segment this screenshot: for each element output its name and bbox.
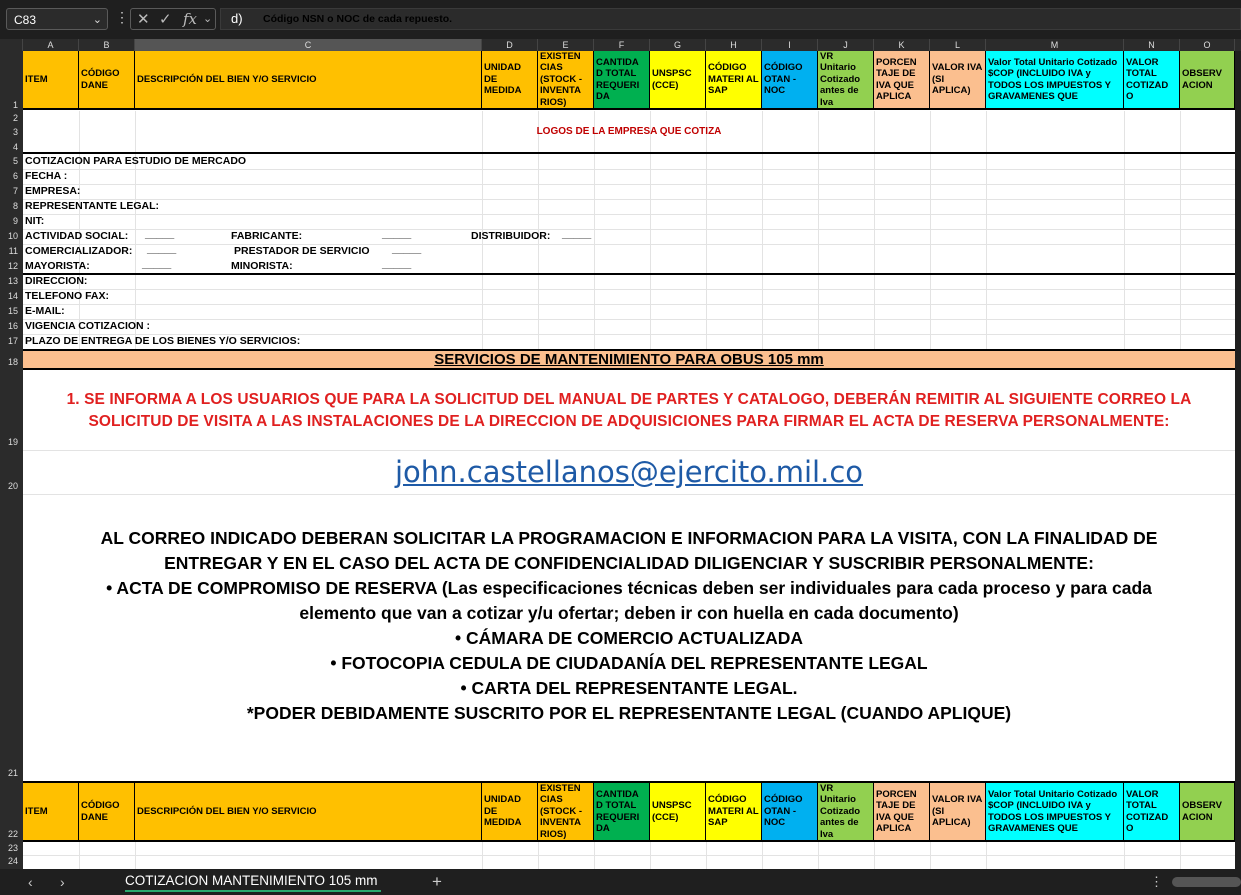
notice-line: SOLICITUD DE VISITA A LAS INSTALACIONES DE LA DIRECCION DE ADQUISICIONES PARA FIRMAR EL ACTA DE RESERVA PERSONALMENTE: [88,413,1170,430]
col-header-l[interactable]: L [930,39,986,51]
horizontal-scrollbar[interactable] [1172,877,1241,887]
blank-line: _____ [382,228,412,240]
minorista-label: MINORISTA: [231,260,293,272]
header-item[interactable]: ITEM [23,783,79,842]
header-valor-total-unitario[interactable]: Valor Total Unitario Cotizado $COP (INCLUIDO IVA y TODOS LOS IMPUESTOS Y GRAVAMENES QUE [986,783,1124,842]
table-header-row [23,51,1235,110]
chevron-left-icon[interactable]: ‹ [28,874,33,890]
col-header-o[interactable]: O [1180,39,1235,51]
row-header[interactable]: 12 [7,261,18,271]
col-header-e[interactable]: E [538,39,594,51]
header-vr-unitario[interactable]: VR Unitario Cotizado antes de Iva [818,783,874,842]
header-valor-iva[interactable]: VALOR IVA (SI APLICA) [930,51,986,110]
prestador-label: PRESTADOR DE SERVICIO [234,245,370,257]
header-vr-unitario[interactable]: VR Unitario Cotizado antes de Iva [818,51,874,110]
header-unspsc[interactable]: UNSPSC (CCE) [650,51,706,110]
more-options-icon[interactable]: ⋮ [1150,874,1163,889]
instructions-block[interactable] [23,526,1235,726]
formula-bar-area [0,0,1241,38]
row-header[interactable]: 16 [7,321,18,331]
row-header[interactable]: 21 [7,768,18,778]
instruction-line: *PODER DEBIDAMENTE SUSCRITO POR EL REPRESENTANTE LEGAL (CUANDO APLIQUE) [246,703,1012,723]
name-box[interactable] [6,8,108,30]
row-header[interactable]: 17 [7,336,18,346]
instruction-line: • CÁMARA DE COMERCIO ACTUALIZADA [454,628,803,648]
col-header-k[interactable]: K [874,39,930,51]
header-cantidad[interactable]: CANTIDA D TOTAL REQUERI DA [594,783,650,842]
header-existencias[interactable]: EXISTEN CIAS (STOCK - INVENTA RIOS) [538,783,594,842]
more-options-icon[interactable]: ⋮ [115,9,129,25]
column-headers [0,39,1241,51]
header-valor-iva[interactable]: VALOR IVA (SI APLICA) [930,783,986,842]
instruction-line: AL CORREO INDICADO DEBERAN SOLICITAR LA PROGRAMACION E INFORMACION PARA LA VISITA, CON LA FINALIDAD DE [100,528,1158,548]
header-cantidad[interactable]: CANTIDA D TOTAL REQUERI DA [594,51,650,110]
header-valor-total[interactable]: VALOR TOTAL COTIZAD O [1124,51,1180,110]
blank-line: _____ [382,258,412,270]
fabricante-label: FABRICANTE: [231,230,303,242]
col-header-d[interactable]: D [482,39,538,51]
header-descripcion[interactable]: DESCRIPCIÓN DEL BIEN Y/O SERVICIO [135,783,482,842]
mayorista-label: MAYORISTA: [25,260,90,272]
fecha-label: FECHA : [25,170,68,182]
header-codigo-sap[interactable]: CÓDIGO MATERI AL SAP [706,783,762,842]
row-header[interactable]: 8 [12,201,18,211]
name-box-value: C83 [14,13,37,27]
chevron-down-icon[interactable]: ⌄ [203,13,213,25]
row-header[interactable]: 23 [7,843,18,853]
table-header-row-repeat [23,781,1235,842]
row-header[interactable]: 10 [7,231,18,241]
email-link[interactable]: john.castellanos@ejercito.mil.co [394,455,864,489]
row-header[interactable]: 1 [12,100,18,110]
header-valor-total[interactable]: VALOR TOTAL COTIZAD O [1124,783,1180,842]
row-header[interactable]: 4 [12,142,18,152]
header-porcentaje[interactable]: PORCEN TAJE DE IVA QUE APLICA [874,51,930,110]
row-header[interactable]: 3 [12,127,18,137]
plazo-label: PLAZO DE ENTREGA DE LOS BIENES Y/O SERVICIOS: [25,335,301,347]
header-observacion[interactable]: OBSERV ACION [1180,783,1235,842]
header-descripcion[interactable]: DESCRIPCIÓN DEL BIEN Y/O SERVICIO [135,51,482,110]
row-header[interactable]: 20 [7,481,18,491]
instruction-line: ENTREGAR Y EN EL CASO DEL ACTA DE CONFIDENCIALIDAD DILIGENCIAR Y SUSCRIBIR PERSONALMENTE: [164,553,1094,573]
col-header-h[interactable]: H [706,39,762,51]
row-header[interactable]: 18 [7,357,18,367]
col-header-b[interactable]: B [79,39,135,51]
row-header[interactable]: 22 [7,829,18,839]
instruction-line: elemento que van a cotizar y/u ofertar; deben ir con huella en cada documento) [299,603,959,623]
header-observacion[interactable]: OBSERV ACION [1180,51,1235,110]
notice-line: 1. SE INFORMA A LOS USUARIOS QUE PARA LA SOLICITUD DEL MANUAL DE PARTES Y CATALOGO, DEBERÁN REMITIR AL SIGUIENTE CORREO LA [66,391,1192,408]
row-header[interactable]: 13 [7,276,18,286]
row-header[interactable]: 5 [12,156,18,166]
row-header[interactable]: 19 [7,437,18,447]
actividad-label: ACTIVIDAD SOCIAL: [25,230,129,242]
empresa-label: EMPRESA: [25,185,81,197]
col-header-g[interactable]: G [650,39,706,51]
chevron-down-icon[interactable]: ⌄ [92,14,102,26]
row-header[interactable]: 9 [12,216,18,226]
telefono-label: TELEFONO FAX: [25,290,109,302]
worksheet-grid[interactable] [23,51,1235,869]
blank-line: _____ [392,243,422,255]
sheet-tab-bar [0,869,1241,895]
representante-label: REPRESENTANTE LEGAL: [25,200,159,212]
logos-label[interactable]: LOGOS DE LA EMPRESA QUE COTIZA [536,126,722,137]
col-header-a[interactable]: A [23,39,79,51]
col-header-n[interactable]: N [1124,39,1180,51]
header-codigo-otan[interactable]: CÓDIGO OTAN - NOC [762,783,818,842]
row-header[interactable]: 2 [12,113,18,123]
col-header-j[interactable]: J [818,39,874,51]
distribuidor-label: DISTRIBUIDOR: [471,230,551,242]
email-label: E-MAIL: [25,305,65,317]
header-codigo-otan[interactable]: CÓDIGO OTAN - NOC [762,51,818,110]
header-porcentaje[interactable]: PORCEN TAJE DE IVA QUE APLICA [874,783,930,842]
formula-content: Código NSN o NOC de cada repuesto. [263,13,453,25]
header-codigo-dane[interactable]: CÓDIGO DANE [79,783,135,842]
blank-line: _____ [145,228,175,240]
nit-label: NIT: [25,215,45,227]
row-header[interactable]: 7 [12,186,18,196]
sheet-tab-active[interactable] [116,869,388,895]
col-header-i[interactable]: I [762,39,818,51]
header-existencias[interactable]: EXISTEN CIAS (STOCK - INVENTA RIOS) [538,51,594,110]
col-header-m[interactable]: M [986,39,1124,51]
formula-cell-ref: d) [231,11,243,26]
header-codigo-sap[interactable]: CÓDIGO MATERI AL SAP [706,51,762,110]
formula-input[interactable] [220,8,1241,30]
notice-message[interactable] [23,389,1235,433]
blank-line: _____ [147,243,177,255]
blank-line: _____ [142,258,172,270]
col-header-f[interactable]: F [594,39,650,51]
row-header[interactable]: 11 [8,246,18,256]
add-sheet-icon[interactable]: + [432,872,442,891]
row-header[interactable]: 24 [7,856,18,866]
header-unidad[interactable]: UNIDAD DE MEDIDA [482,783,538,842]
row-header[interactable]: 6 [12,171,18,181]
row-header[interactable]: 15 [7,306,18,316]
comercializador-label: COMERCIALIZADOR: [25,245,133,257]
instruction-line: • CARTA DEL REPRESENTANTE LEGAL. [460,678,798,698]
sheet-tab-label: COTIZACION MANTENIMIENTO 105 mm [125,873,378,888]
row-headers [0,51,23,869]
section-title[interactable]: SERVICIOS DE MANTENIMIENTO PARA OBUS 105 mm [23,349,1235,370]
chevron-right-icon[interactable]: › [60,874,65,890]
blank-line: _____ [562,228,592,240]
function-icon[interactable]: fx [183,10,198,28]
header-codigo-dane[interactable]: CÓDIGO DANE [79,51,135,110]
instruction-line: • FOTOCOPIA CEDULA DE CIUDADANÍA DEL REPRESENTANTE LEGAL [330,653,928,673]
vigencia-label: VIGENCIA COTIZACION : [25,320,151,332]
header-item[interactable]: ITEM [23,51,79,110]
header-unidad[interactable]: UNIDAD DE MEDIDA [482,51,538,110]
instruction-line: • ACTA DE COMPROMISO DE RESERVA (Las especificaciones técnicas deben ser individuales para cada proceso y para cada [106,578,1152,598]
row-header[interactable]: 14 [7,291,18,301]
select-all-corner[interactable] [0,39,23,51]
col-header-c[interactable]: C [135,39,482,51]
header-unspsc[interactable]: UNSPSC (CCE) [650,783,706,842]
header-valor-total-unitario[interactable]: Valor Total Unitario Cotizado $COP (INCLUIDO IVA y TODOS LOS IMPUESTOS Y GRAVAMENES QUE [986,51,1124,110]
enter-check-icon[interactable]: ✓ [159,11,172,28]
direccion-label: DIRECCION: [25,275,88,287]
cotizacion-label: COTIZACION PARA ESTUDIO DE MERCADO [25,155,247,167]
formula-buttons [130,8,216,30]
cancel-icon[interactable]: ✕ [137,11,150,28]
